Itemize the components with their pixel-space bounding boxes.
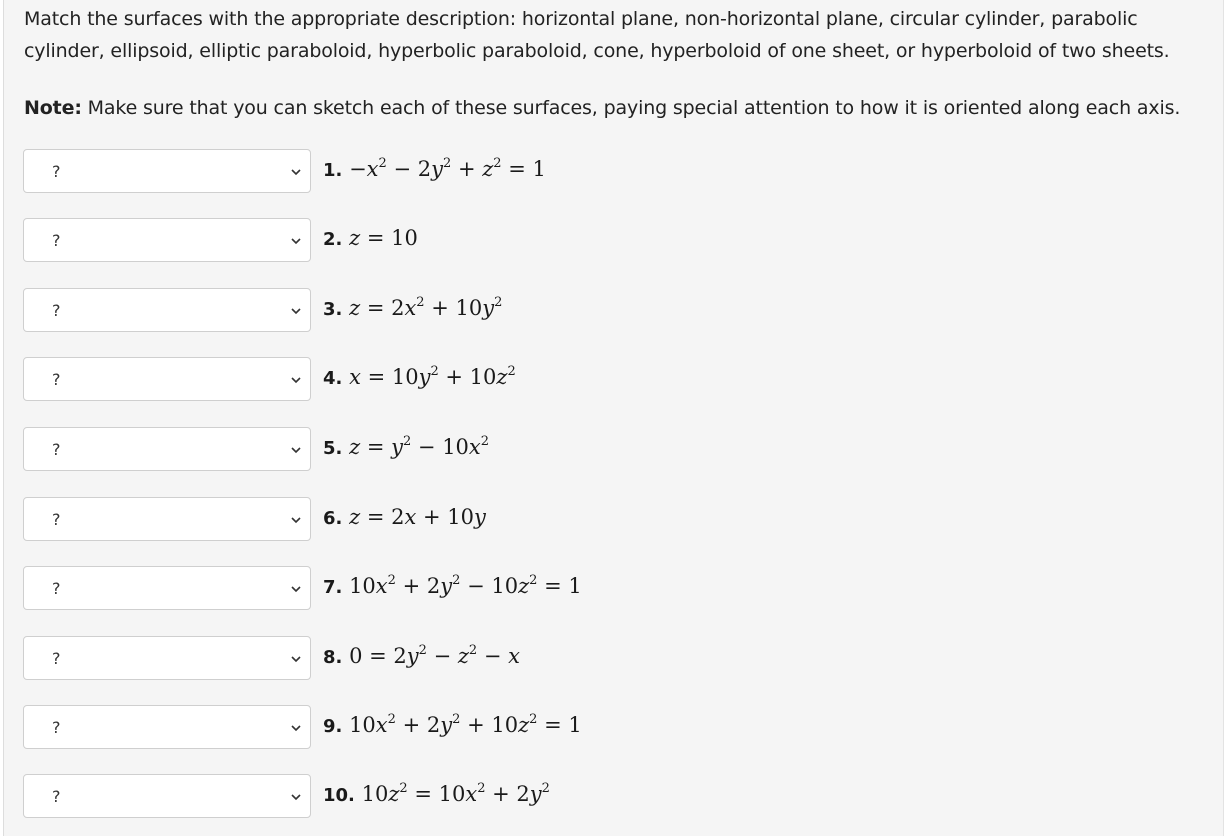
- equation-math: z = 10: [349, 226, 418, 250]
- chevron-down-icon: [290, 722, 302, 734]
- question-panel: [3, 0, 1224, 836]
- equation-7: [323, 570, 582, 604]
- answer-select-4[interactable]: [23, 357, 311, 401]
- answer-select-3[interactable]: [23, 288, 311, 332]
- chevron-down-icon: [290, 583, 302, 595]
- answer-select-10[interactable]: [23, 774, 311, 818]
- equation-5: [323, 431, 489, 465]
- answer-select-value: ?: [52, 649, 61, 668]
- match-row-10: [23, 774, 723, 818]
- equation-number: 5.: [323, 438, 343, 459]
- question-note: [24, 92, 1214, 124]
- equation-number: 2.: [323, 229, 343, 250]
- answer-select-6[interactable]: [23, 497, 311, 541]
- answer-select-value: ?: [52, 787, 61, 806]
- equation-9: [323, 709, 582, 743]
- match-row-2: [23, 218, 723, 262]
- equation-math: $10z^2 = 10x^2 + 2y^2$: [361, 781, 550, 806]
- match-row-3: [23, 288, 723, 332]
- match-row-6: [23, 497, 723, 541]
- note-text: Make sure that you can sketch each of these surfaces, paying special attention to how it is oriented along each axis.: [81, 97, 1181, 119]
- equation-math: $10x^2 + 2y^2 - 10z^2 = 1$: [349, 573, 582, 598]
- match-row-5: [23, 427, 723, 471]
- answer-select-value: ?: [52, 510, 61, 529]
- chevron-down-icon: [290, 653, 302, 665]
- equation-math: z = 2x + 10y: [349, 505, 486, 529]
- answer-select-value: ?: [52, 579, 61, 598]
- equation-1: [323, 153, 546, 187]
- chevron-down-icon: [290, 305, 302, 317]
- equation-number: 8.: [323, 647, 343, 668]
- answer-select-9[interactable]: [23, 705, 311, 749]
- equation-math: $10x^2 + 2y^2 + 10z^2 = 1$: [349, 712, 582, 737]
- equation-number: 4.: [323, 368, 343, 389]
- equation-number: 3.: [323, 299, 343, 320]
- note-label: Note:: [24, 97, 82, 119]
- equation-number: 1.: [323, 160, 343, 181]
- equation-math: $0 = 2y^2 - z^2 - x$: [349, 643, 520, 668]
- equation-8: [323, 640, 520, 674]
- chevron-down-icon: [290, 791, 302, 803]
- question-instructions: Match the surfaces with the appropriate description: horizontal plane, non-horizontal plane, circular cylinder, parabolic cylinder, ellipsoid, elliptic paraboloid, hyperbolic paraboloid, cone, hyperboloid of one sheet, or hyperboloid of two sheets.: [24, 8, 1170, 62]
- equation-math: $x = 10y^2 + 10z^2$: [349, 364, 516, 389]
- equation-math: $-x^2 - 2y^2 + z^2 = 1$: [349, 156, 546, 181]
- match-row-8: [23, 636, 723, 680]
- answer-select-5[interactable]: [23, 427, 311, 471]
- equation-math: $z = 2x^2 + 10y^2$: [349, 295, 503, 320]
- equation-number: 10.: [323, 785, 355, 806]
- equation-4: [323, 361, 516, 395]
- chevron-down-icon: [290, 444, 302, 456]
- chevron-down-icon: [290, 235, 302, 247]
- answer-select-1[interactable]: [23, 149, 311, 193]
- equation-6: [323, 501, 486, 535]
- match-row-7: [23, 566, 723, 610]
- equation-3: [323, 292, 502, 326]
- answer-select-8[interactable]: [23, 636, 311, 680]
- answer-select-value: ?: [52, 301, 61, 320]
- match-row-1: [23, 149, 723, 193]
- equation-number: 7.: [323, 577, 343, 598]
- answer-select-value: ?: [52, 440, 61, 459]
- equation-math: $z = y^2 - 10x^2$: [349, 434, 490, 459]
- chevron-down-icon: [290, 374, 302, 386]
- answer-select-2[interactable]: [23, 218, 311, 262]
- answer-select-value: ?: [52, 370, 61, 389]
- chevron-down-icon: [290, 166, 302, 178]
- answer-select-7[interactable]: [23, 566, 311, 610]
- equation-10: [323, 778, 550, 812]
- match-row-4: [23, 357, 723, 401]
- chevron-down-icon: [290, 514, 302, 526]
- equation-2: [323, 222, 418, 256]
- match-row-9: [23, 705, 723, 749]
- answer-select-value: ?: [52, 718, 61, 737]
- answer-select-value: ?: [52, 231, 61, 250]
- equation-number: 6.: [323, 508, 343, 529]
- answer-select-value: ?: [52, 162, 61, 181]
- equation-number: 9.: [323, 716, 343, 737]
